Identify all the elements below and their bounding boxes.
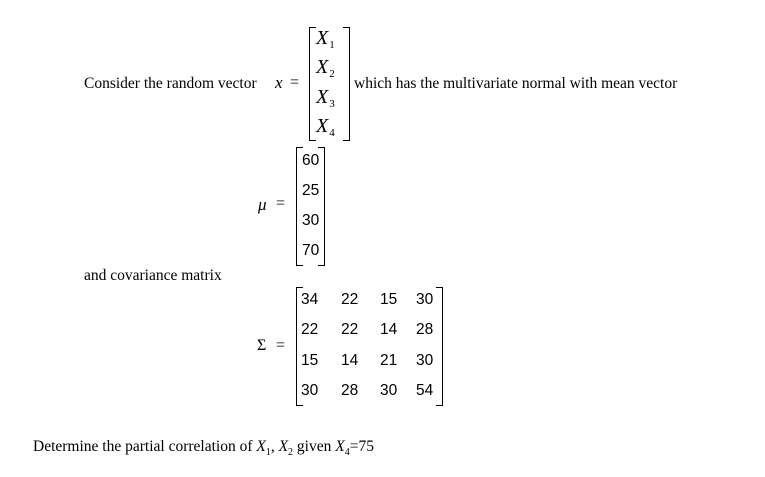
question-comma: , [270, 438, 275, 455]
covariance-cell: 30 [380, 382, 398, 399]
covariance-cell: 15 [301, 352, 319, 369]
question-prefix: Determine the partial correlation of [33, 438, 253, 455]
x-vector-entry: $X_2$ [316, 56, 335, 80]
mean-value: 30 [302, 212, 320, 229]
covariance-cell: 54 [416, 382, 434, 399]
mean-value: 25 [302, 182, 320, 199]
x-vector-left-bracket [309, 27, 316, 141]
covariance-cell: 21 [380, 352, 398, 369]
covariance-cell: 28 [416, 321, 434, 338]
covariance-cell: 22 [301, 321, 319, 338]
covariance-cell: 15 [380, 291, 398, 308]
x-equals-sign: = [290, 74, 300, 91]
intro-suffix-text: which has the multivariate normal with mean vector [354, 75, 678, 92]
covariance-cell: 30 [416, 291, 434, 308]
sigma-symbol: Σ [257, 337, 267, 354]
covariance-cell: 30 [416, 352, 434, 369]
x-vector-symbol: x [275, 73, 283, 92]
x-vector-entry: $X_1$ [316, 27, 335, 51]
question-text [33, 439, 374, 458]
question-var-a: $X_1$ [256, 438, 271, 459]
sigma-equals-sign: = [276, 337, 286, 354]
x-vector-right-bracket [343, 27, 350, 141]
covariance-cell: 34 [301, 291, 319, 308]
x-vector-entry: $X_4$ [316, 115, 335, 139]
covariance-right-bracket [436, 287, 443, 406]
covariance-cell: 14 [380, 321, 398, 338]
covariance-cell: 28 [341, 382, 359, 399]
covariance-cell: 30 [301, 382, 319, 399]
question-var-b: $X_2$ [278, 438, 294, 459]
question-var-c: $X_4$ [335, 438, 350, 459]
mu-symbol: μ [258, 195, 267, 214]
mean-value: 70 [302, 242, 320, 259]
covariance-cell: 14 [341, 352, 359, 369]
covariance-cell: 22 [341, 291, 359, 308]
covariance-label: and covariance matrix [84, 267, 222, 284]
question-given: given [296, 438, 332, 455]
mu-equals-sign: = [276, 195, 286, 212]
x-vector-entry: $X_3$ [316, 86, 335, 110]
mean-value: 60 [302, 152, 320, 169]
covariance-cell: 22 [341, 321, 359, 338]
intro-prefix-text: Consider the random vector [84, 75, 257, 92]
question-condition: =75 [349, 438, 374, 455]
